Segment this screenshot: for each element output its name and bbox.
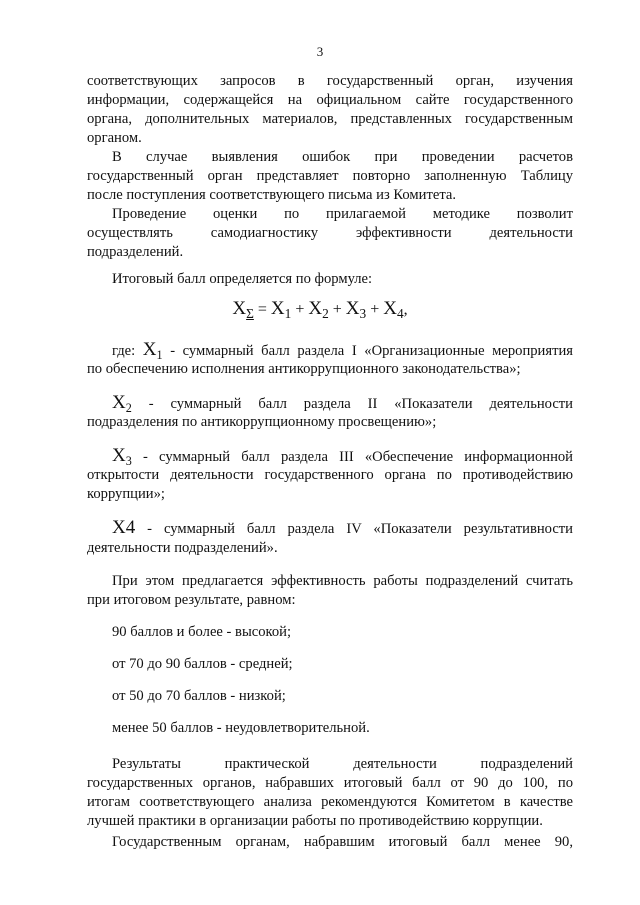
formula-symbol: X bbox=[345, 298, 360, 319]
definition-text: - суммарный балл раздела II «Показатели деятельности bbox=[131, 396, 573, 412]
paragraph-line: При этом предлагается эффективность работы подразделений считать bbox=[112, 573, 573, 589]
definition-symbol: X bbox=[112, 445, 126, 466]
list-item: от 70 до 90 баллов - средней; bbox=[112, 656, 293, 672]
paragraph-line: подразделений. bbox=[87, 244, 184, 260]
definition-symbol: X bbox=[142, 339, 157, 360]
list-item: менее 50 баллов - неудовлетворительной. bbox=[112, 720, 370, 736]
paragraph-line: органа, дополнительных материалов, представленных государственным bbox=[87, 111, 573, 127]
definition-symbol: X4 bbox=[112, 517, 136, 538]
definition-prefix: где: bbox=[112, 343, 143, 359]
formula-subscript: 2 bbox=[322, 306, 329, 322]
paragraph-line: соответствующих запросов в государственный орган, изучения bbox=[87, 73, 573, 89]
formula-symbol: X bbox=[383, 298, 397, 319]
formula-intro: Итоговый балл определяется по формуле: bbox=[112, 271, 373, 287]
formula-symbol: X bbox=[232, 298, 247, 319]
formula-subscript: 3 bbox=[359, 306, 367, 322]
list-item: 90 баллов и более - высокой; bbox=[112, 624, 292, 640]
formula-symbol: X bbox=[308, 298, 323, 319]
formula-symbol: X bbox=[270, 298, 285, 319]
formula-operator: + bbox=[366, 301, 384, 318]
formula-operator: = bbox=[253, 301, 271, 318]
paragraph-line: открытости деятельности государственного органа по противодействию bbox=[87, 467, 573, 483]
formula-operator: , bbox=[403, 301, 408, 318]
paragraph-line: Проведение оценки по прилагаемой методике позволит bbox=[112, 206, 573, 222]
definition-text: - суммарный балл раздела IV «Показатели результативности bbox=[135, 521, 573, 537]
definition-text: - суммарный балл раздела I «Организационные мероприятия bbox=[162, 343, 573, 359]
paragraph-line: лучшей практики в организации работы по противодействию коррупции. bbox=[87, 813, 543, 829]
definition-x4 bbox=[112, 518, 573, 539]
paragraph-line: государственный орган представляет повторно заполненную Таблицу bbox=[87, 168, 573, 184]
paragraph-line: Государственным органам, набравшим итоговый балл менее 90, bbox=[112, 834, 573, 850]
paragraph-line: В случае выявления ошибок при проведении расчетов bbox=[112, 149, 573, 165]
formula bbox=[0, 298, 640, 322]
formula-subscript: Σ bbox=[246, 306, 254, 322]
paragraph-line: информации, содержащейся на официальном сайте государственного bbox=[87, 92, 573, 108]
definition-symbol: X bbox=[112, 392, 126, 413]
formula-subscript: 1 bbox=[284, 306, 292, 322]
paragraph-line: по обеспечению исполнения антикоррупционного законодательства»; bbox=[87, 361, 521, 377]
formula-operator: + bbox=[328, 301, 346, 318]
definition-subscript: 1 bbox=[156, 347, 163, 362]
paragraph-line: подразделения по антикоррупционному просвещению»; bbox=[87, 414, 437, 430]
definition-text: - суммарный балл раздела III «Обеспечение информационной bbox=[131, 449, 573, 465]
paragraph-line: при итоговом результате, равном: bbox=[87, 592, 296, 608]
formula-subscript: 4 bbox=[396, 306, 404, 322]
paragraph-line: Результаты практической деятельности подразделений bbox=[112, 756, 573, 772]
list-item: от 50 до 70 баллов - низкой; bbox=[112, 688, 286, 704]
paragraph-line: после поступления соответствующего письма из Комитета. bbox=[87, 187, 457, 203]
paragraph-line: деятельности подразделений». bbox=[87, 540, 278, 556]
paragraph-line: органом. bbox=[87, 130, 142, 146]
paragraph-line: государственных органов, набравших итоговый балл от 90 до 100, по bbox=[87, 775, 573, 791]
paragraph-line: осуществлять самодиагностику эффективности деятельности bbox=[87, 225, 573, 241]
formula-operator: + bbox=[291, 301, 309, 318]
paragraph-line: итогам соответствующего анализа рекомендуются Комитетом в качестве bbox=[87, 794, 573, 810]
paragraph-line: коррупции»; bbox=[87, 486, 165, 502]
definition-subscript: 3 bbox=[125, 453, 132, 468]
page-number: 3 bbox=[316, 44, 324, 59]
definition-subscript: 2 bbox=[125, 400, 132, 415]
